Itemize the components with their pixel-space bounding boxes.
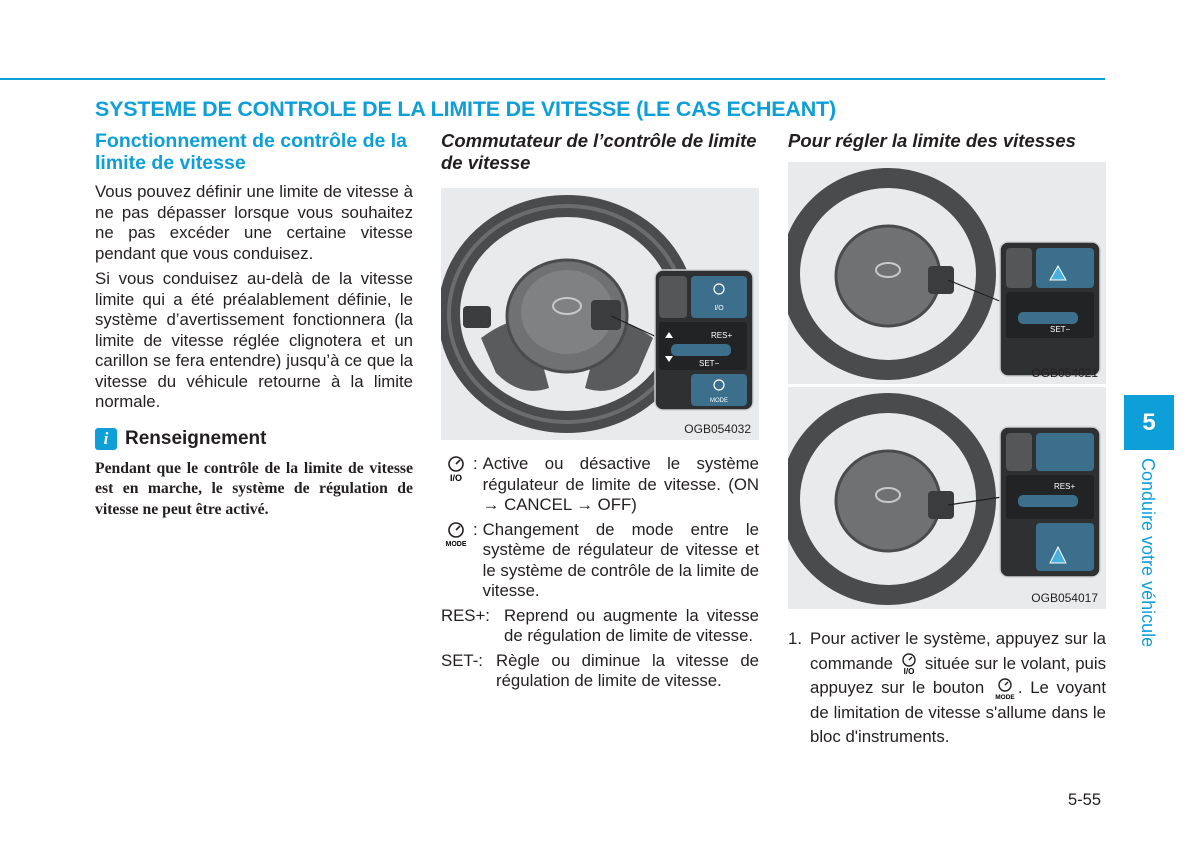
top-rule [0, 78, 1105, 80]
column-1 [95, 130, 413, 520]
info-icon: i [95, 428, 117, 450]
steering-wheel-illustration-2 [788, 387, 1106, 609]
chapter-title: Conduire votre véhicule [1138, 458, 1158, 648]
step-text-part1: Pour activer le système, appuyez sur la commande [810, 629, 1106, 673]
definition-desc: Active ou désactive le système régulateur de limite de vitesse. (ON → CANCEL → OFF) [482, 454, 759, 514]
mode-icon-text: MODE [445, 540, 467, 548]
io-label: I/O [714, 305, 724, 312]
io-speed-icon [898, 652, 920, 676]
io-icon-text: I/O [449, 473, 463, 483]
column-3 [788, 130, 1106, 750]
section-subheading: Fonctionnement de contrôle de la limite de vitesse [95, 130, 408, 174]
set-label: SET− [1050, 325, 1071, 334]
definition-desc: Règle ou diminue la vitesse de régulation de limite de vitesse. [496, 650, 759, 690]
column-2 [441, 130, 759, 696]
definition-desc: Reprend ou augmente la vitesse de régulation de limite de vitesse. [504, 605, 759, 645]
res-label: RES+ [711, 331, 733, 340]
note-text: Pendant que le contrôle de la limite de vitesse est en marche, le système de régulation de vitesse ne peut être activé. [95, 459, 413, 518]
figure-label: OGB054017 [1031, 591, 1098, 605]
definition-term: RES+: [441, 605, 490, 625]
setting-subheading: Pour régler la limite des vitesses [788, 130, 1076, 151]
definition-term: SET-: [441, 650, 483, 670]
steering-wheel-figure-1 [788, 162, 1106, 384]
switch-subheading: Commutateur de l’contrôle de limite de vitesse [441, 130, 757, 173]
mode-label: MODE [710, 398, 728, 404]
mode-speed-icon [992, 677, 1018, 701]
step-1 [788, 627, 1106, 750]
definition-res [441, 606, 759, 647]
note-heading [95, 428, 413, 450]
steering-wheel-figure-2 [788, 387, 1106, 609]
definition-term: : [473, 454, 478, 473]
step-number: 1. [788, 629, 802, 648]
res-label: RES+ [1054, 482, 1076, 491]
definition-desc: Changement de mode entre le système de régulateur de vitesse et le système de contrôle de la limite de vitesse. [482, 519, 759, 600]
page-number: 5-55 [1068, 791, 1102, 809]
definition-mode [441, 520, 759, 602]
intro-paragraph: Vous pouvez définir une limite de vitesse à ne pas dépasser lorsque vous souhaitez ne pas excéder une certaine vitesse pendant que vous conduisez. [95, 182, 413, 263]
chapter-tab: 5 [1124, 395, 1174, 450]
io-speed-icon [441, 454, 471, 484]
figure-label: OGB054021 [1031, 366, 1098, 380]
step-text-part3: . Le voyant de limitation de vitesse s'allume dans le bloc d'instruments. [810, 678, 1106, 747]
definition-set [441, 651, 759, 692]
steering-wheel-illustration-1 [788, 162, 1106, 384]
steering-wheel-figure [441, 188, 759, 440]
button-definitions [441, 454, 759, 692]
step-text-part2: située sur le volant, puis appuyez sur le bouton [810, 653, 1106, 698]
figure-label: OGB054032 [684, 422, 751, 436]
note-title: Renseignement [125, 427, 267, 449]
steering-wheel-illustration [441, 188, 759, 440]
page-heading: SYSTEME DE CONTROLE DE LA LIMITE DE VITESSE (LE CAS ECHEANT) [95, 97, 836, 121]
mode-icon-text: MODE [995, 693, 1015, 701]
set-label: SET− [699, 359, 720, 368]
warning-paragraph: Si vous conduisez au-delà de la vitesse limite qui a été préalablement définie, le système d’avertissement fonctionnera (la limite de vitesse réglée clignotera et un carillon se fera entendre) jusqu’à ce que la vitesse du véhicule retourne à la limite normale. [95, 269, 413, 411]
mode-speed-icon [441, 520, 471, 550]
io-icon-text: I/O [903, 667, 915, 677]
step-text [810, 627, 1106, 750]
definition-term: : [473, 519, 478, 539]
definition-io [441, 454, 759, 516]
